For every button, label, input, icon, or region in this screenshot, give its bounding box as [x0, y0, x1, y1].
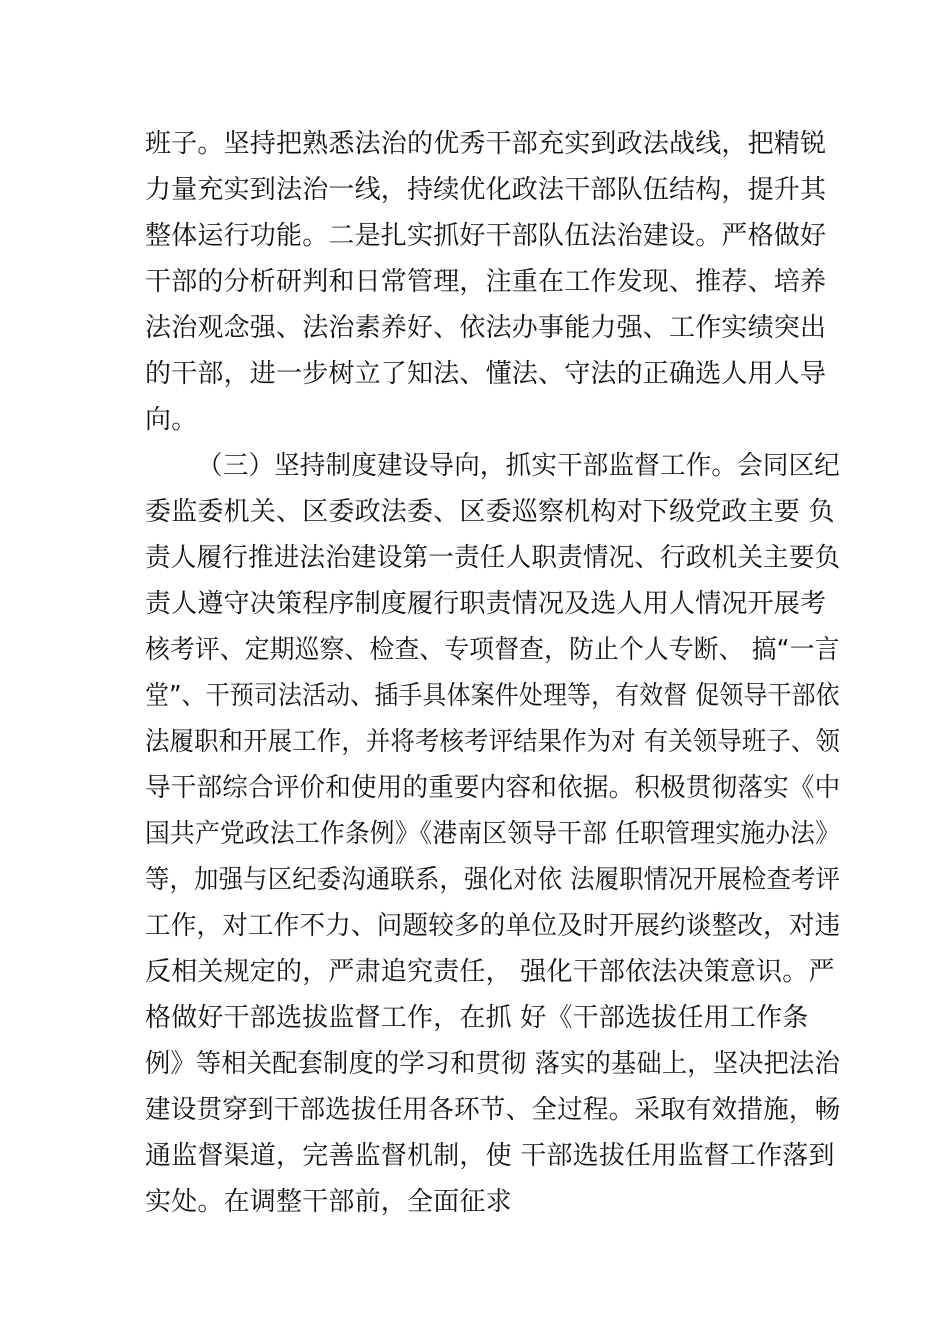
text-line: 的干部，进一步树立了知法、懂法、守法的正确选人用人导: [145, 359, 827, 389]
text-line: 向。: [145, 405, 198, 435]
text-line: 法履职和开展工作，并将考核考评结果作为对 有关领导班子、领: [145, 727, 841, 757]
text-line: 等，加强与区纪委沟通联系，强化对依 法履职情况开展检查考评: [145, 865, 841, 895]
text-line: 委监委机关、区委政法委、区委巡察机构对下级党政主要 负: [145, 497, 835, 527]
text-line: 反相关规定的，严肃追究责任， 强化干部依法决策意识。严: [145, 957, 835, 987]
text-line: 通监督渠道，完善监督机制，使 干部选拔任用监督工作落到: [145, 1141, 835, 1171]
text-line: 干部的分析研判和日常管理，注重在工作发现、推荐、培养: [145, 267, 827, 297]
text-line: 堂”、干预司法活动、插手具体案件处理等，有效督 促领导干部依: [145, 681, 840, 711]
text-line: 法治观念强、法治素养好、依法办事能力强、工作实绩突出: [145, 313, 827, 343]
text-line: 工作，对工作不力、问题较多的单位及时开展约谈整改，对违: [145, 911, 841, 941]
text-line: 整体运行功能。二是扎实抓好干部队伍法治建设。严格做好: [145, 221, 827, 251]
text-line: 例》等相关配套制度的学习和贯彻 落实的基础上，坚决把法治: [145, 1049, 840, 1079]
text-line: 核考评、定期巡察、检查、专项督查，防止个人专断、 搞“一言: [145, 635, 840, 665]
text-line: 责人履行推进法治建设第一责任人职责情况、行政机关主要负: [145, 543, 841, 573]
section-heading-line: （三）坚持制度建设导向，抓实干部监督工作。会同区纪: [197, 451, 841, 481]
text-line: 责人遵守决策程序制度履行职责情况及选人用人情况开展考: [145, 589, 827, 619]
text-line: 班子。坚持把熟悉法治的优秀干部充实到政法战线，把精锐: [145, 129, 827, 159]
text-line: 导干部综合评价和使用的重要内容和依据。积极贯彻落实《中: [145, 773, 841, 803]
text-line: 建设贯穿到干部选拔任用各环节、全过程。采取有效措施，畅: [145, 1095, 841, 1125]
text-line: 力量充实到法治一线，持续优化政法干部队伍结构，提升其: [145, 175, 827, 205]
text-line: 国共产党政法工作条例》《港南区领导干部 任职管理实施办法》: [145, 819, 841, 849]
text-line: 实处。在调整干部前，全面征求: [145, 1187, 512, 1217]
text-line: 格做好干部选拔监督工作，在抓 好《干部选拔任用工作条: [145, 1003, 809, 1033]
